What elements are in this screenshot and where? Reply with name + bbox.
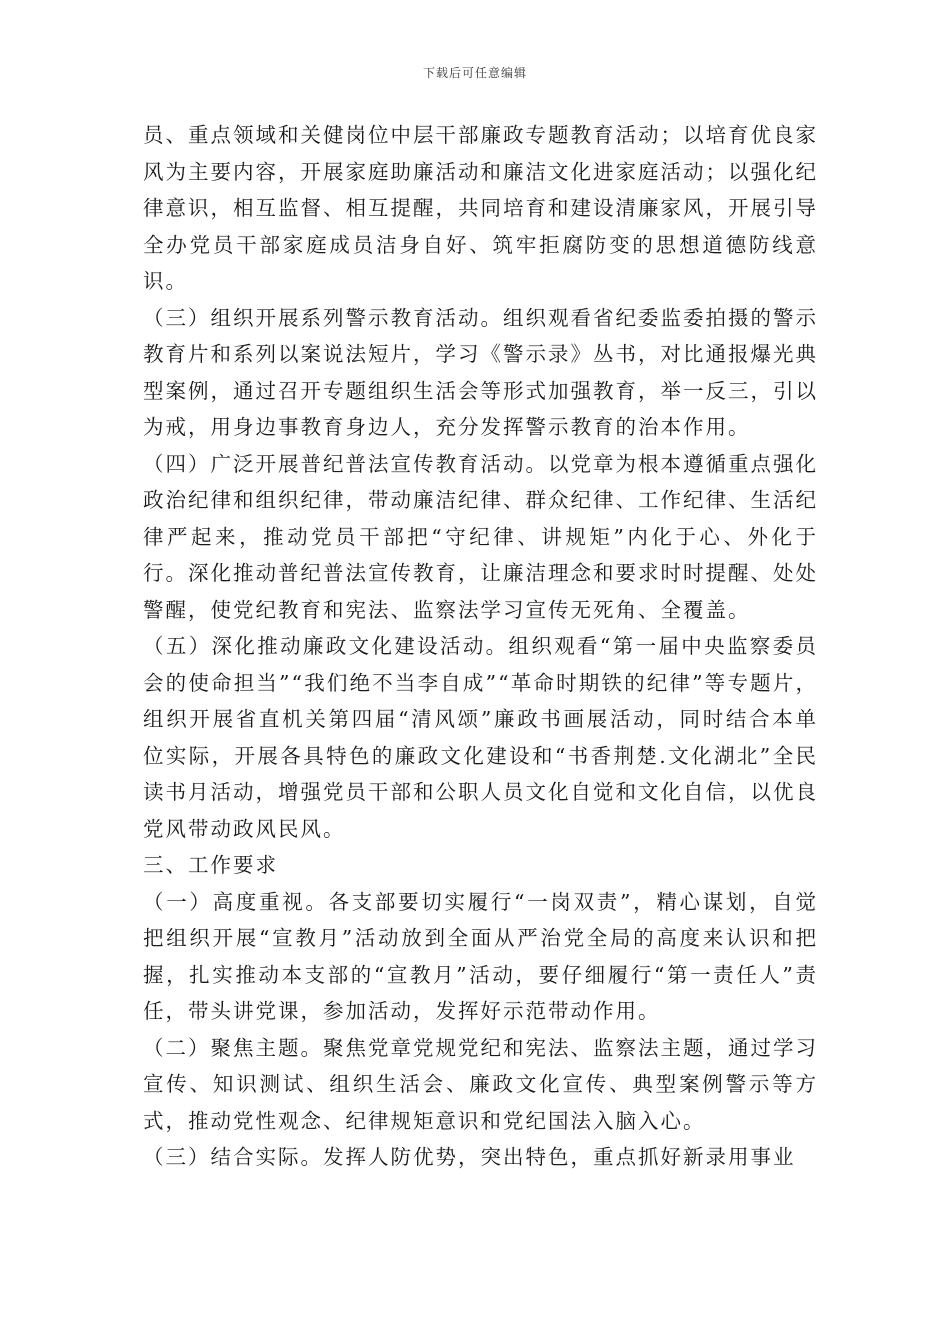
paragraph-law-publicity: （四）广泛开展普纪普法宣传教育活动。以党章为根本遵循重点强化政治纪律和组织纪律，带动廉洁纪律、群众纪律、工作纪律、生活纪律严起来，推动党员干部把“守纪律、讲规矩”内化于心、外化于行。深化推动普纪普法宣传教育，让廉洁理念和要求时时提醒、处处警醒，使党纪教育和宪法、监察法学习宣传无死角、全覆盖。 xyxy=(143,451,818,622)
paragraph-family-integrity: 员、重点领域和关健岗位中层干部廉政专题教育活动；以培育优良家风为主要内容，开展家庭助廉活动和廉洁文化进家庭活动；以强化纪律意识，相互监督、相互提醒，共同培育和建设清廉家风，开展引导全办党员干部家庭成员洁身自好、筑牢拒腐防变的思想道德防线意识。 xyxy=(143,123,818,293)
paragraph-combine-practice: （三）结合实际。发挥人防优势，突出特色，重点抓好新录用事业 xyxy=(143,1145,796,1169)
paragraph-focus-theme: （二）聚焦主题。聚焦党章党规党纪和宪法、监察法主题，通过学习宣传、知识测试、组织生活会、廉政文化宣传、典型案例警示等方式，推动党性观念、纪律规矩意识和党纪国法入脑入心。 xyxy=(143,1035,818,1133)
paragraph-warning-education: （三）组织开展系列警示教育活动。组织观看省纪委监委拍摄的警示教育片和系列以案说法短片，学习《警示录》丛书，对比通报爆光典型案例，通过召开专题组织生活会等形式加强教育，举一反三，引以为戒，用身边事教育身边人，充分发挥警示教育的治本作用。 xyxy=(143,305,818,439)
paragraph-integrity-culture: （五）深化推动廉政文化建设活动。组织观看“第一届中央监察委员会的使命担当”“我们绝不当李自成”“革命时期铁的纪律”等专题片，组织开展省直机关第四届“清风颂”廉政书画展活动，同时结合本单位实际，开展各具特色的廉政文化建设和“书香荆楚.文化湖北”全民读书月活动，增强党员干部和公职人员文化自觉和文化自信，以优良党风带动政风民风。 xyxy=(143,634,818,841)
document-body xyxy=(143,117,818,1176)
section-heading-work-requirements: 三、工作要求 xyxy=(143,853,278,877)
paragraph-high-attention: （一）高度重视。各支部要切实履行“一岗双责”，精心谋划，自觉把组织开展“宣教月”活动放到全面从严治党全局的高度来认识和把握，扎实推动本支部的“宣教月”活动，要仔细履行“第一责任人”责任，带头讲党课，参加活动，发挥好示范带动作用。 xyxy=(143,889,818,1023)
header-note: 下载后可任意编辑 xyxy=(422,66,527,80)
